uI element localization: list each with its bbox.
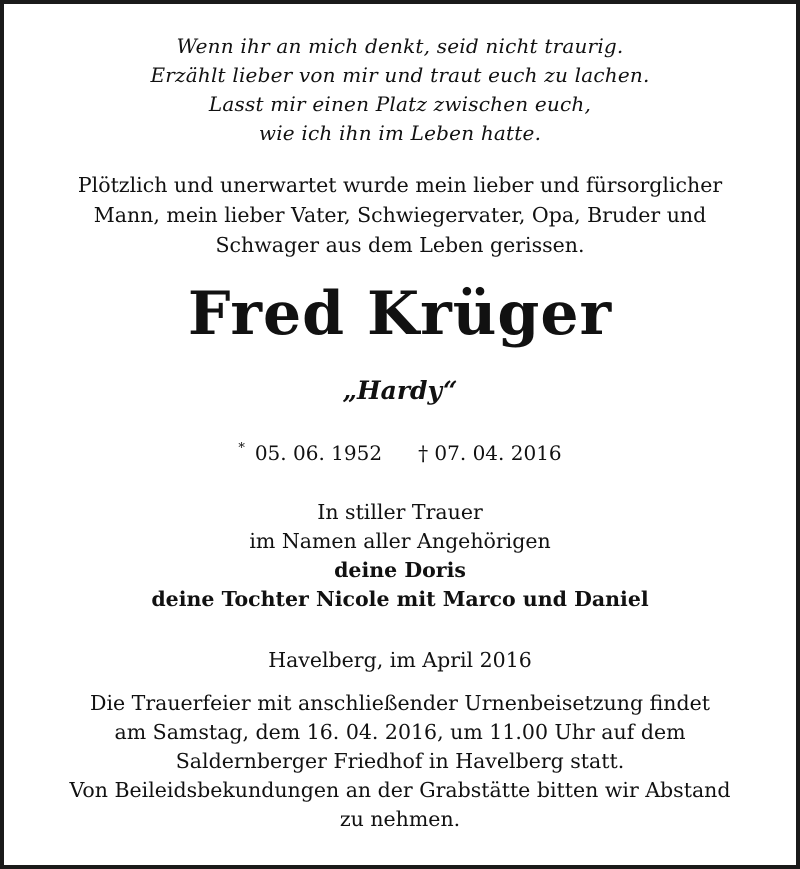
poem-line-3: Lasst mir einen Platz zwischen euch,: [208, 92, 592, 116]
deceased-nickname: „Hardy“: [342, 376, 458, 405]
intro-line-3: Schwager aus dem Leben gerissen.: [215, 233, 585, 257]
death-symbol: †: [418, 441, 429, 465]
birth-date: 05. 06. 1952: [254, 441, 383, 465]
intro-line-1: Plötzlich und unerwartet wurde mein lieber und fürsorglicher: [77, 173, 723, 197]
funeral-line-3: Saldernberger Friedhof in Havelberg statt.: [175, 749, 625, 773]
death-date: 07. 04. 2016: [434, 441, 562, 465]
birth-symbol: *: [238, 441, 245, 456]
funeral-line-2: am Samstag, dem 16. 04. 2016, um 11.00 Uhr auf dem: [114, 720, 686, 744]
funeral-line-4: Von Beileidsbekundungen an der Grabstätte bitten wir Abstand: [69, 778, 731, 802]
place-date: Havelberg, im April 2016: [268, 648, 532, 672]
funeral-line-1: Die Trauerfeier mit anschließender Urnenbeisetzung findet: [90, 691, 710, 715]
poem-line-4: wie ich ihn im Leben hatte.: [258, 121, 542, 145]
deceased-name: Fred Krüger: [187, 279, 613, 349]
life-dates: [4, 442, 796, 463]
funeral-line-5: zu nehmen.: [339, 807, 461, 831]
intro-line-2: Mann, mein lieber Vater, Schwiegervater, Opa, Bruder und: [93, 203, 707, 227]
signer-family: deine Tochter Nicole mit Marco und Daniel: [151, 587, 649, 611]
poem-line-2: Erzählt lieber von mir und traut euch zu lachen.: [150, 63, 650, 87]
poem-line-1: Wenn ihr an mich denkt, seid nicht traurig.: [176, 34, 624, 58]
mourning-line-1: In stiller Trauer: [317, 500, 483, 524]
mourning-line-2: im Namen aller Angehörigen: [249, 529, 551, 553]
signer-doris: deine Doris: [334, 558, 466, 582]
